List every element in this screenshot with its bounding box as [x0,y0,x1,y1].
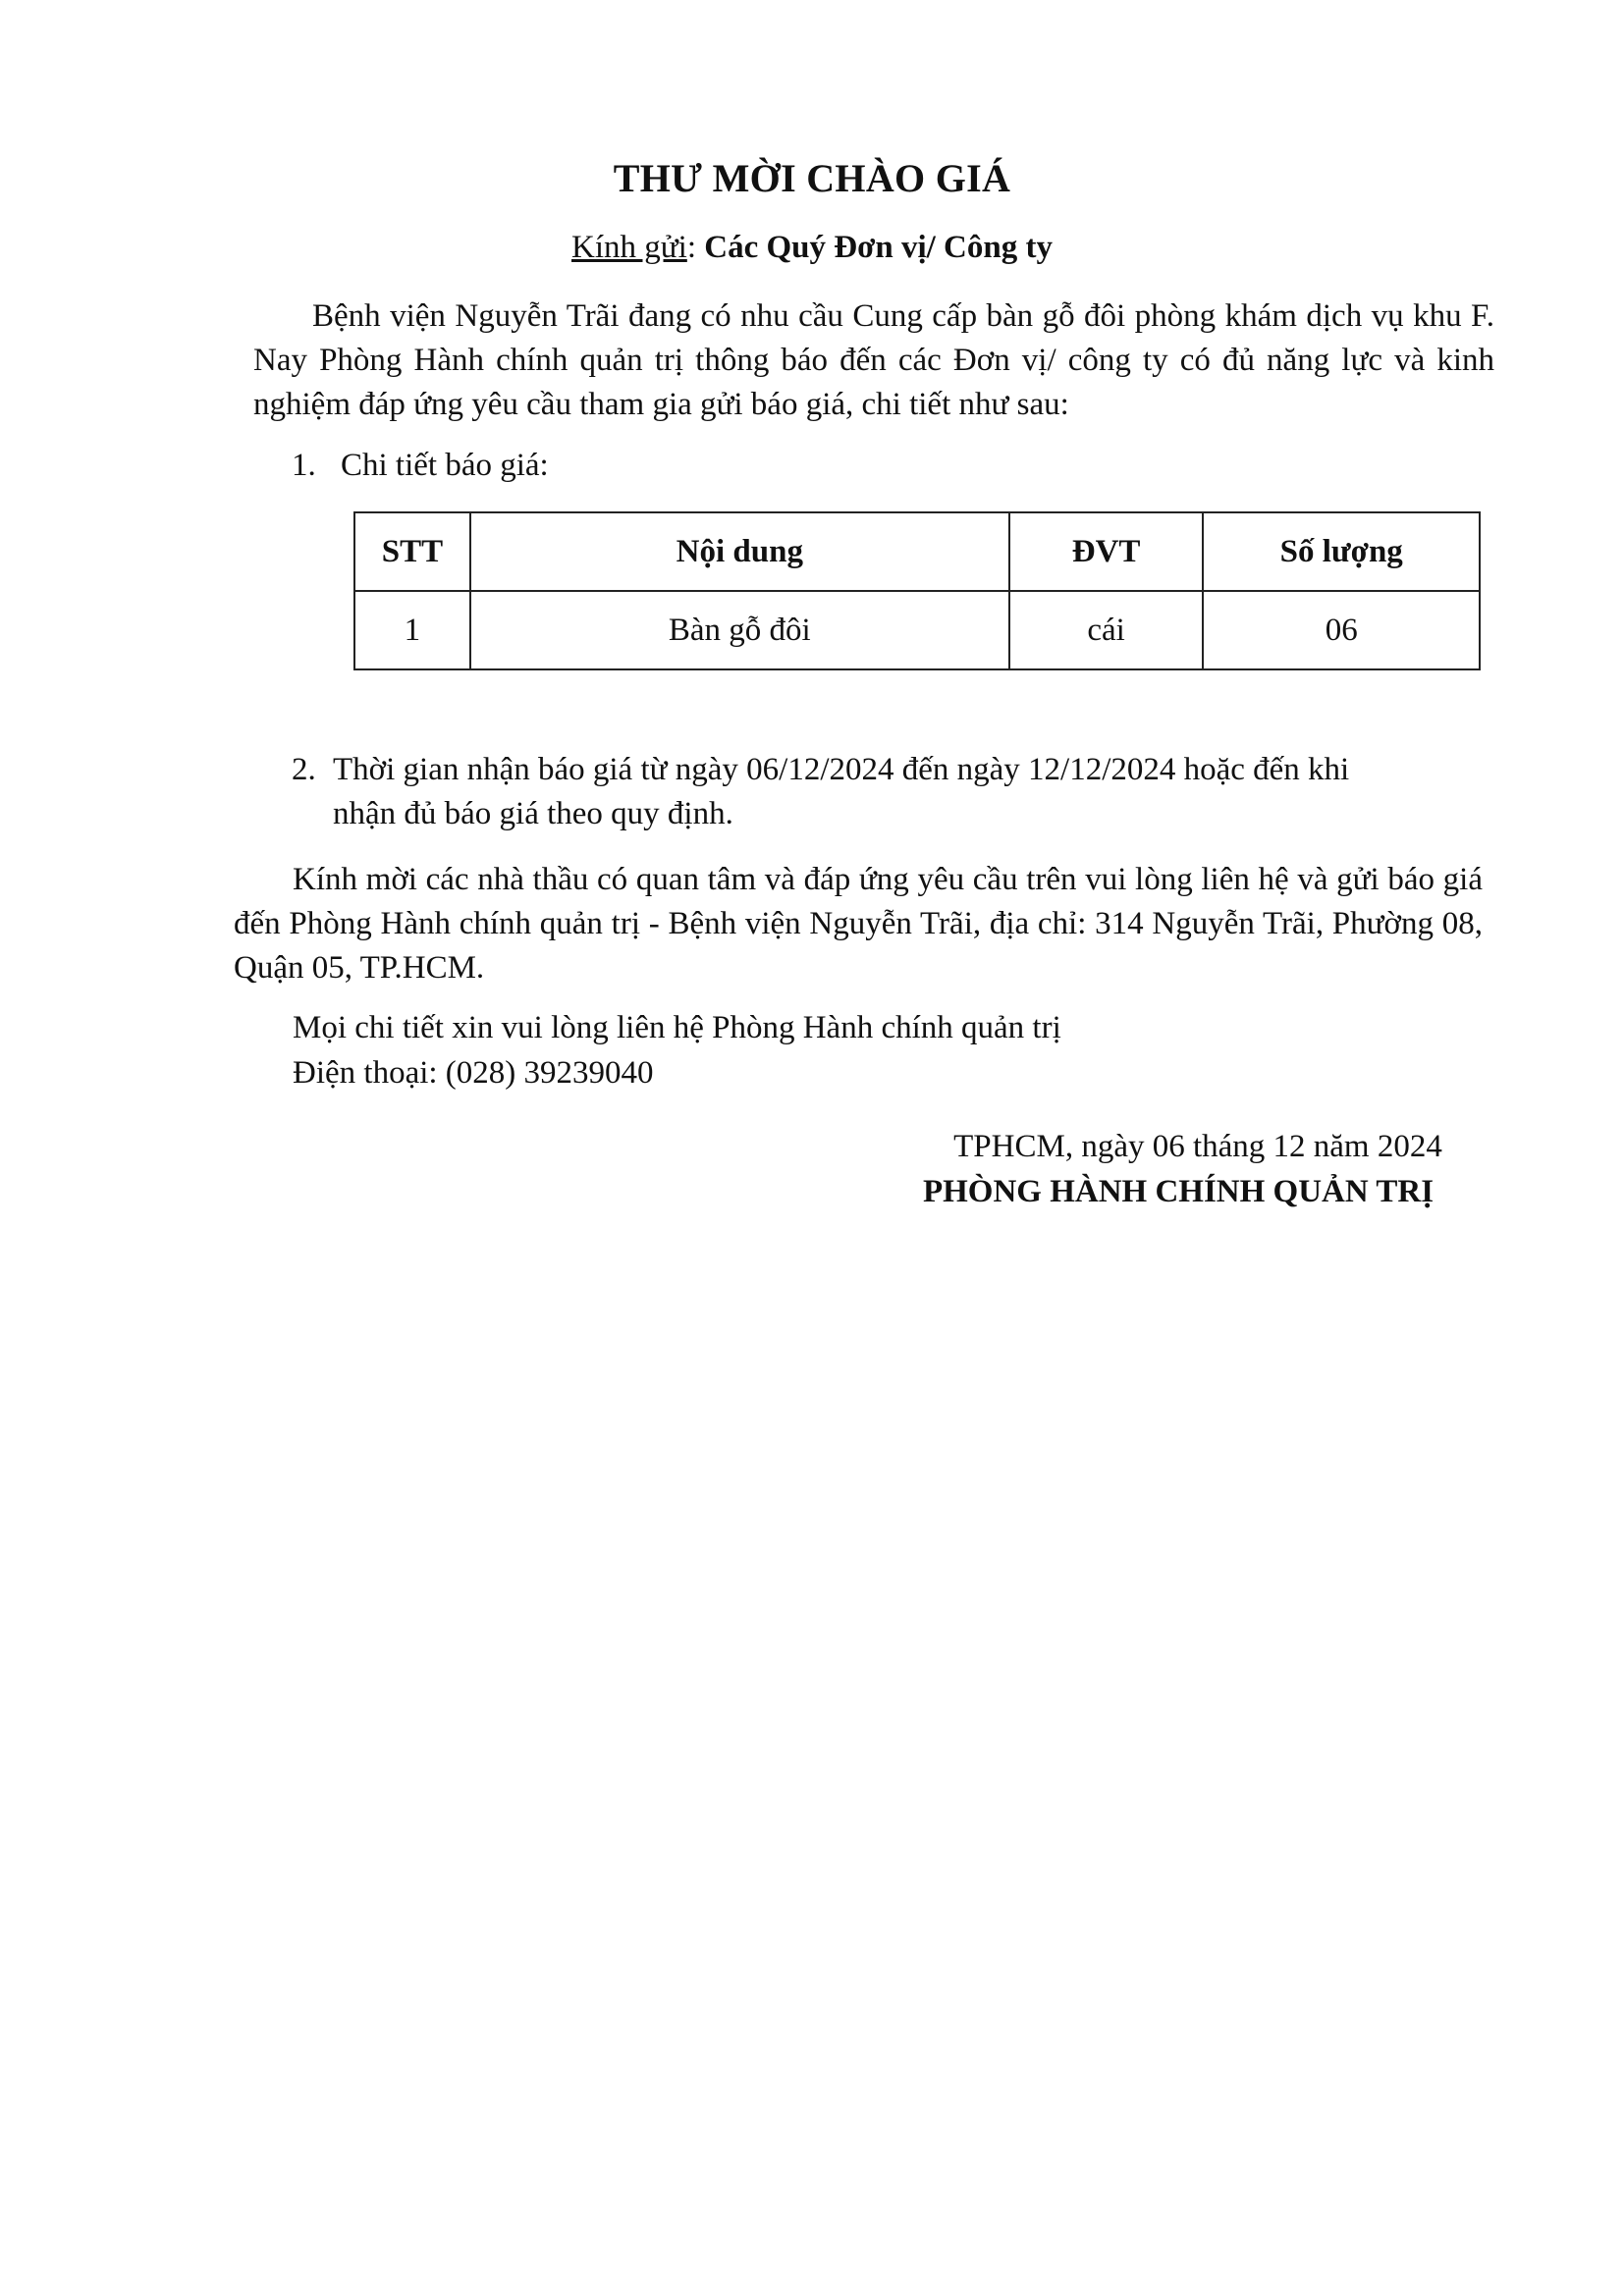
table-cell-quantity: 06 [1203,591,1480,669]
recipient-label: Kính gửi [571,230,687,265]
signature-date: TPHCM, ngày 06 tháng 12 năm 2024 [953,1129,1442,1164]
intro-paragraph [253,294,1494,427]
table-header-stt: STT [354,512,470,591]
phone-line: Điện thoại: (028) 39239040 [293,1055,654,1091]
list-item-1-number: 1. [292,448,316,483]
list-item-2 [292,748,1483,792]
quote-table [353,511,1481,670]
table-cell-content: Bàn gỗ đôi [470,591,1009,669]
table-cell-stt: 1 [354,591,470,669]
table-header-row [354,512,1480,591]
contact-line: Mọi chi tiết xin vui lòng liên hệ Phòng Hành chính quản trị [293,1010,1061,1045]
table-cell-unit: cái [1009,591,1204,669]
invite-paragraph: Kính mời các nhà thầu có quan tâm và đáp ứng yêu cầu trên vui lòng liên hệ và gửi báo giá đến Phòng Hành chính quản trị - Bệnh viện Nguyễn Trãi, địa chỉ: 314 Nguyễn Trãi, Phường 08, Quận 05, TP.HCM. [234,862,1483,986]
document-title: THƯ MỜI CHÀO GIÁ [613,156,1011,200]
table-header-content: Nội dung [470,512,1009,591]
table-header-unit: ĐVT [1009,512,1204,591]
list-item-1-text: Chi tiết báo giá: [341,448,549,483]
table-row [354,591,1480,669]
recipient-separator: : [686,230,705,265]
list-item-2-line2: nhận đủ báo giá theo quy định. [333,796,733,831]
intro-text: Bệnh viện Nguyễn Trãi đang có nhu cầu Cung cấp bàn gỗ đôi phòng khám dịch vụ khu F. Nay Phòng Hành chính quản trị thông báo đến các Đơn vị/ công ty có đủ năng lực và kinh nghiệm đáp ứng yêu cầu tham gia gửi báo giá, chi tiết như sau: [253,298,1494,422]
list-item-1 [292,444,549,488]
list-item-2-line1: Thời gian nhận báo giá từ ngày 06/12/2024 đến ngày 12/12/2024 hoặc đến khi [333,752,1350,787]
table-header-quantity: Số lượng [1203,512,1480,591]
signature-department: PHÒNG HÀNH CHÍNH QUẢN TRỊ [922,1174,1435,1209]
recipient-line [0,230,1624,266]
list-item-2-number: 2. [292,752,316,787]
recipient-value: Các Quý Đơn vị/ Công ty [704,230,1053,265]
